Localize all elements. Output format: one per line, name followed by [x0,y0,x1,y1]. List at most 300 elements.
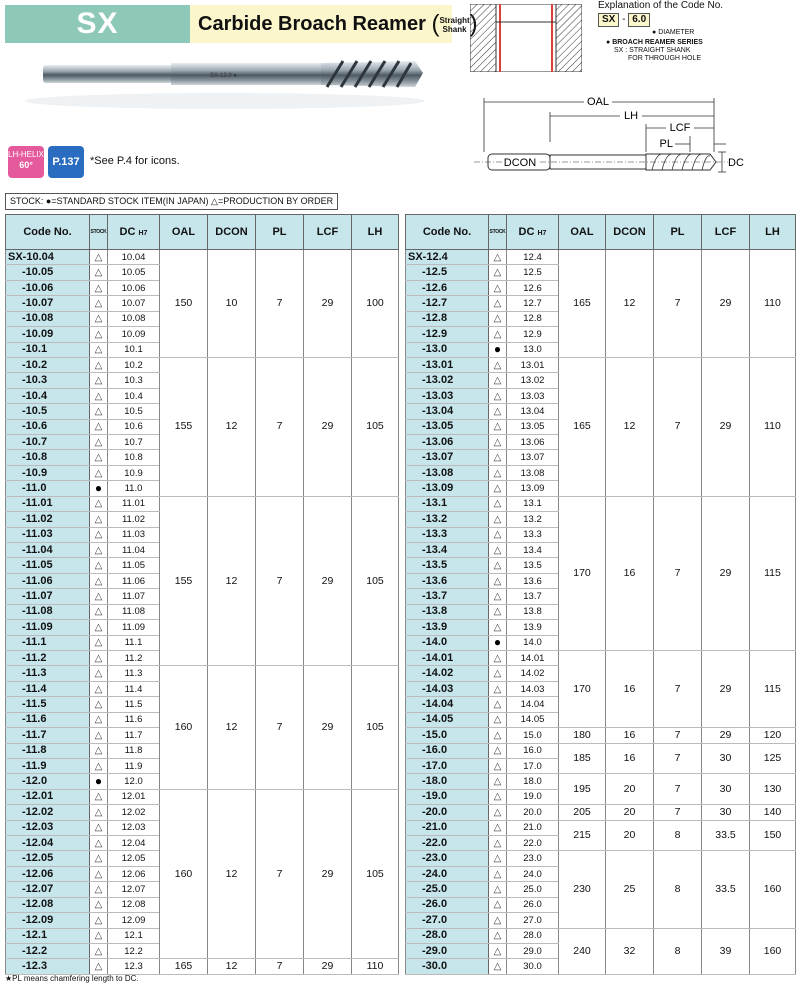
code-cell: -13.5 [406,558,489,573]
order-triangle-icon: △ [90,851,108,866]
dc-cell: 10.1 [108,342,160,357]
code-cell: -14.02 [406,666,489,681]
order-triangle-icon: △ [90,342,108,357]
dc-cell: 14.05 [507,712,559,727]
col-lh: LH [352,215,399,250]
dc-cell: 11.6 [108,712,160,727]
order-triangle-icon: △ [489,913,507,928]
order-triangle-icon: △ [489,604,507,619]
order-triangle-icon: △ [90,882,108,897]
code-cell: -11.05 [6,558,90,573]
dc-cell: 10.3 [108,373,160,388]
oal-cell: 165 [160,959,208,974]
code-cell: -14.0 [406,635,489,650]
dcon-cell: 20 [606,820,654,851]
table-header [406,215,796,250]
dc-cell: 10.06 [108,280,160,295]
code-cell: -10.2 [6,357,90,372]
order-triangle-icon: △ [489,357,507,372]
code-cell: -11.9 [6,758,90,773]
code-cell: -11.04 [6,543,90,558]
dc-cell: 13.07 [507,450,559,465]
order-triangle-icon: △ [90,712,108,727]
pl-cell: 7 [654,250,702,358]
dcon-cell: 12 [208,496,256,666]
lh-cell: 105 [352,666,399,789]
pl-cell: 7 [654,496,702,650]
oal-cell: 170 [559,650,606,727]
dc-cell: 11.07 [108,589,160,604]
lh-cell: 115 [750,650,796,727]
stock-dot-icon: ● [489,635,507,650]
dcon-label: DCON [503,157,537,169]
dcon-cell: 16 [606,496,654,650]
pl-cell: 7 [654,650,702,727]
order-triangle-icon: △ [489,481,507,496]
code-cell: SX-12.4 [406,250,489,265]
stock-dot-icon: ● [90,774,108,789]
dc-cell: 12.09 [108,913,160,928]
order-triangle-icon: △ [489,327,507,342]
lh-cell: 125 [750,743,796,774]
code-cell: -11.09 [6,620,90,635]
lcf-cell: 30 [702,743,750,774]
dc-cell: 20.0 [507,805,559,820]
dc-cell: 13.03 [507,388,559,403]
lcf-cell: 29 [304,666,352,789]
dc-cell: 10.2 [108,357,160,372]
dc-cell: 13.02 [507,373,559,388]
code-cell: -13.2 [406,512,489,527]
pl-cell: 7 [256,789,304,959]
code-cell: -11.02 [6,512,90,527]
pl-cell: 7 [256,357,304,496]
col-lcf: LCF [702,215,750,250]
dc-cell: 10.04 [108,250,160,265]
code-cell: -12.08 [6,897,90,912]
shank-label: Straight Shank [439,15,470,34]
code-cell: -14.04 [406,697,489,712]
dc-cell: 23.0 [507,851,559,866]
dc-cell: 10.8 [108,450,160,465]
svg-text:SX-12.0 ●: SX-12.0 ● [210,73,237,79]
dcon-cell: 16 [606,650,654,727]
order-triangle-icon: △ [489,697,507,712]
code-cell: -10.05 [6,265,90,280]
code-explanation: Explanation of the Code No. SX - 6.0 ● DIAMETER ● BROACH REAMER SERIES SX : STRAIGHT SHANK FOR THROUGH HOLE [598,0,798,80]
dcon-cell: 16 [606,728,654,743]
stock-dot-icon: ● [90,481,108,496]
explanation-title: Explanation of the Code No. [598,0,724,11]
oal-cell: 150 [160,250,208,358]
order-triangle-icon: △ [90,250,108,265]
oal-cell: 155 [160,357,208,496]
dc-cell: 14.01 [507,650,559,665]
dc-cell: 12.9 [507,327,559,342]
order-triangle-icon: △ [90,450,108,465]
order-triangle-icon: △ [489,496,507,511]
order-triangle-icon: △ [90,435,108,450]
order-triangle-icon: △ [489,573,507,588]
code-cell: -13.1 [406,496,489,511]
lcf-cell: 30 [702,805,750,820]
series-desc-2: FOR THROUGH HOLE [628,55,701,62]
code-cell: -16.0 [406,743,489,758]
code-cell: -13.04 [406,404,489,419]
code-cell: -13.9 [406,620,489,635]
pl-cell: 7 [654,805,702,820]
order-triangle-icon: △ [90,820,108,835]
dc-cell: 26.0 [507,897,559,912]
order-triangle-icon: △ [489,296,507,311]
dimension-drawing [470,92,800,184]
col-oal: OAL [559,215,606,250]
code-cell: -20.0 [406,805,489,820]
table-row [6,789,399,804]
order-triangle-icon: △ [489,866,507,881]
hole-section-drawing [470,4,582,72]
order-triangle-icon: △ [90,805,108,820]
dc-cell: 22.0 [507,836,559,851]
order-triangle-icon: △ [90,543,108,558]
order-triangle-icon: △ [489,728,507,743]
dc-cell: 11.03 [108,527,160,542]
lh-label: LH [623,110,639,122]
order-triangle-icon: △ [489,311,507,326]
reamer-photo [5,43,452,123]
lh-cell: 150 [750,820,796,851]
table-row [406,728,796,743]
dc-cell: 13.01 [507,357,559,372]
dc-cell: 12.04 [108,836,160,851]
lcf-cell: 33.5 [702,851,750,928]
oal-cell: 185 [559,743,606,774]
lcf-cell: 29 [304,357,352,496]
diameter-part-box: 6.0 [628,13,650,27]
code-cell: -10.9 [6,465,90,480]
code-cell: -11.01 [6,496,90,511]
dc-cell: 16.0 [507,743,559,758]
lcf-cell: 33.5 [702,820,750,851]
dc-cell: 12.01 [108,789,160,804]
order-triangle-icon: △ [489,666,507,681]
table-row [406,805,796,820]
dc-cell: 12.08 [108,897,160,912]
spec-table-left [5,214,399,975]
code-cell: -30.0 [406,959,489,974]
code-cell: -12.7 [406,296,489,311]
order-triangle-icon: △ [489,851,507,866]
code-cell: -10.6 [6,419,90,434]
code-cell: -11.8 [6,743,90,758]
dc-cell: 14.02 [507,666,559,681]
code-cell: -11.5 [6,697,90,712]
table-row [406,743,796,758]
dc-cell: 12.3 [108,959,160,974]
lh-cell: 130 [750,774,796,805]
dc-cell: 13.7 [507,589,559,604]
oal-cell: 165 [559,357,606,496]
dc-cell: 12.2 [108,943,160,958]
code-cell: -10.5 [6,404,90,419]
order-triangle-icon: △ [90,866,108,881]
order-triangle-icon: △ [489,589,507,604]
lcf-cell: 30 [702,774,750,805]
order-triangle-icon: △ [90,373,108,388]
order-triangle-icon: △ [90,928,108,943]
lcf-cell: 29 [702,357,750,496]
order-triangle-icon: △ [489,527,507,542]
dc-cell: 10.05 [108,265,160,280]
dcon-cell: 20 [606,774,654,805]
order-triangle-icon: △ [489,959,507,974]
code-cell: -13.09 [406,481,489,496]
order-triangle-icon: △ [489,419,507,434]
dc-cell: 12.07 [108,882,160,897]
dc-cell: 12.02 [108,805,160,820]
code-cell: -11.06 [6,573,90,588]
lcf-cell: 29 [702,650,750,727]
series-code: SX [5,5,190,43]
oal-cell: 165 [559,250,606,358]
dcon-cell: 25 [606,851,654,928]
dc-cell: 12.5 [507,265,559,280]
product-title-text: Carbide Broach Reamer [198,13,426,35]
oal-cell: 155 [160,496,208,666]
order-triangle-icon: △ [489,373,507,388]
dc-cell: 13.1 [507,496,559,511]
dc-cell: 13.05 [507,419,559,434]
order-triangle-icon: △ [90,512,108,527]
dcon-cell: 12 [208,666,256,789]
pl-cell: 7 [256,959,304,974]
order-triangle-icon: △ [489,435,507,450]
code-cell: -10.07 [6,296,90,311]
order-triangle-icon: △ [90,635,108,650]
pl-cell: 7 [654,357,702,496]
oal-cell: 205 [559,805,606,820]
order-triangle-icon: △ [489,836,507,851]
order-triangle-icon: △ [90,789,108,804]
code-cell: -10.06 [6,280,90,295]
dc-cell: 11.4 [108,681,160,696]
dc-cell: 11.01 [108,496,160,511]
order-triangle-icon: △ [489,388,507,403]
dc-cell: 12.03 [108,820,160,835]
col-pl: PL [256,215,304,250]
code-cell: -10.8 [6,450,90,465]
lh-cell: 110 [750,357,796,496]
dc-cell: 12.7 [507,296,559,311]
lh-cell: 140 [750,805,796,820]
order-triangle-icon: △ [489,650,507,665]
col-dcon: DCON [606,215,654,250]
order-triangle-icon: △ [90,620,108,635]
order-triangle-icon: △ [90,666,108,681]
lcf-cell: 29 [304,250,352,358]
code-cell: -12.5 [406,265,489,280]
code-cell: -13.8 [406,604,489,619]
dcon-cell: 12 [208,357,256,496]
dcon-cell: 32 [606,928,654,974]
order-triangle-icon: △ [489,897,507,912]
code-cell: -12.6 [406,280,489,295]
order-triangle-icon: △ [489,404,507,419]
col-dc: DC H7 [108,215,160,250]
dc-cell: 12.1 [108,928,160,943]
order-triangle-icon: △ [90,311,108,326]
pl-cell: 8 [654,928,702,974]
col-code: Code No. [6,215,90,250]
diameter-label: DIAMETER [658,29,695,36]
dc-cell: 13.2 [507,512,559,527]
order-triangle-icon: △ [90,943,108,958]
series-desc-1: SX : STRAIGHT SHANK [614,47,691,54]
code-cell: -14.03 [406,681,489,696]
dc-cell: 13.3 [507,527,559,542]
dc-cell: 13.9 [507,620,559,635]
code-cell: -22.0 [406,836,489,851]
dc-cell: 11.06 [108,573,160,588]
table-row [6,496,399,511]
col-dc: DC H7 [507,215,559,250]
order-triangle-icon: △ [90,589,108,604]
pl-label: PL [659,138,673,150]
dc-cell: 10.08 [108,311,160,326]
lcf-cell: 39 [702,928,750,974]
dc-cell: 11.02 [108,512,160,527]
order-triangle-icon: △ [489,250,507,265]
page-ref-icon[interactable]: P.137 [48,146,84,178]
code-cell: -11.08 [6,604,90,619]
dcon-cell: 12 [606,357,654,496]
order-triangle-icon: △ [489,681,507,696]
dc-cell: 13.08 [507,465,559,480]
table-row [6,250,399,265]
table-row [406,250,796,265]
code-cell: -12.8 [406,311,489,326]
dc-cell: 14.0 [507,635,559,650]
code-part-box: SX [598,13,619,27]
oal-cell: 240 [559,928,606,974]
order-triangle-icon: △ [489,543,507,558]
dc-label: DC [728,157,744,169]
code-cell: -13.02 [406,373,489,388]
code-cell: -13.07 [406,450,489,465]
dc-cell: 11.5 [108,697,160,712]
table-row [406,496,796,511]
table-row [406,820,796,835]
code-cell: -12.03 [6,820,90,835]
order-triangle-icon: △ [489,820,507,835]
code-cell: -19.0 [406,789,489,804]
icon-note: *See P.4 for icons. [90,155,180,167]
order-triangle-icon: △ [489,712,507,727]
table-row [406,357,796,372]
table-row [406,774,796,789]
dc-cell: 12.06 [108,866,160,881]
oal-label: OAL [586,96,610,108]
dc-cell: 10.07 [108,296,160,311]
oal-cell: 160 [160,789,208,959]
order-triangle-icon: △ [489,512,507,527]
order-triangle-icon: △ [90,265,108,280]
dc-cell: 11.09 [108,620,160,635]
dc-cell: 11.8 [108,743,160,758]
code-cell: -12.06 [6,866,90,881]
code-cell: -25.0 [406,882,489,897]
stock-legend: STOCK: ●=STANDARD STOCK ITEM(IN JAPAN) △=PRODUCTION BY ORDER [5,193,338,210]
code-cell: -10.08 [6,311,90,326]
col-stock: STOCK [90,215,108,250]
code-cell: -13.01 [406,357,489,372]
col-stock: STOCK [489,215,507,250]
dc-cell: 13.09 [507,481,559,496]
dc-cell: 13.8 [507,604,559,619]
order-triangle-icon: △ [90,388,108,403]
lh-cell: 100 [352,250,399,358]
code-cell: -12.05 [6,851,90,866]
order-triangle-icon: △ [489,620,507,635]
order-triangle-icon: △ [90,836,108,851]
order-triangle-icon: △ [90,650,108,665]
dc-cell: 11.0 [108,481,160,496]
oal-cell: 160 [160,666,208,789]
dc-cell: 12.4 [507,250,559,265]
code-cell: -11.1 [6,635,90,650]
dc-cell: 10.9 [108,465,160,480]
order-triangle-icon: △ [489,280,507,295]
order-triangle-icon: △ [90,465,108,480]
order-triangle-icon: △ [90,419,108,434]
dc-cell: 18.0 [507,774,559,789]
dc-cell: 13.4 [507,543,559,558]
pl-cell: 8 [654,820,702,851]
code-cell: -14.01 [406,650,489,665]
dcon-cell: 12 [606,250,654,358]
dc-cell: 24.0 [507,866,559,881]
order-triangle-icon: △ [90,604,108,619]
code-cell: -13.6 [406,573,489,588]
dc-cell: 11.04 [108,543,160,558]
dc-cell: 13.5 [507,558,559,573]
dc-cell: 11.2 [108,650,160,665]
table-row [6,357,399,372]
order-triangle-icon: △ [90,558,108,573]
lh-cell: 160 [750,851,796,928]
pl-cell: 7 [256,666,304,789]
order-triangle-icon: △ [489,805,507,820]
lh-cell: 105 [352,496,399,666]
dc-cell: 11.7 [108,728,160,743]
lh-cell: 105 [352,789,399,959]
dc-cell: 19.0 [507,789,559,804]
code-cell: SX-10.04 [6,250,90,265]
dc-cell: 11.1 [108,635,160,650]
dc-cell: 21.0 [507,820,559,835]
lcf-cell: 29 [304,496,352,666]
table-row [406,851,796,866]
lcf-label: LCF [669,122,691,134]
dc-cell: 27.0 [507,913,559,928]
dcon-cell: 16 [606,743,654,774]
pl-cell: 7 [654,774,702,805]
dc-cell: 30.0 [507,959,559,974]
col-lh: LH [750,215,796,250]
order-triangle-icon: △ [90,959,108,974]
order-triangle-icon: △ [90,897,108,912]
code-cell: -10.4 [6,388,90,403]
